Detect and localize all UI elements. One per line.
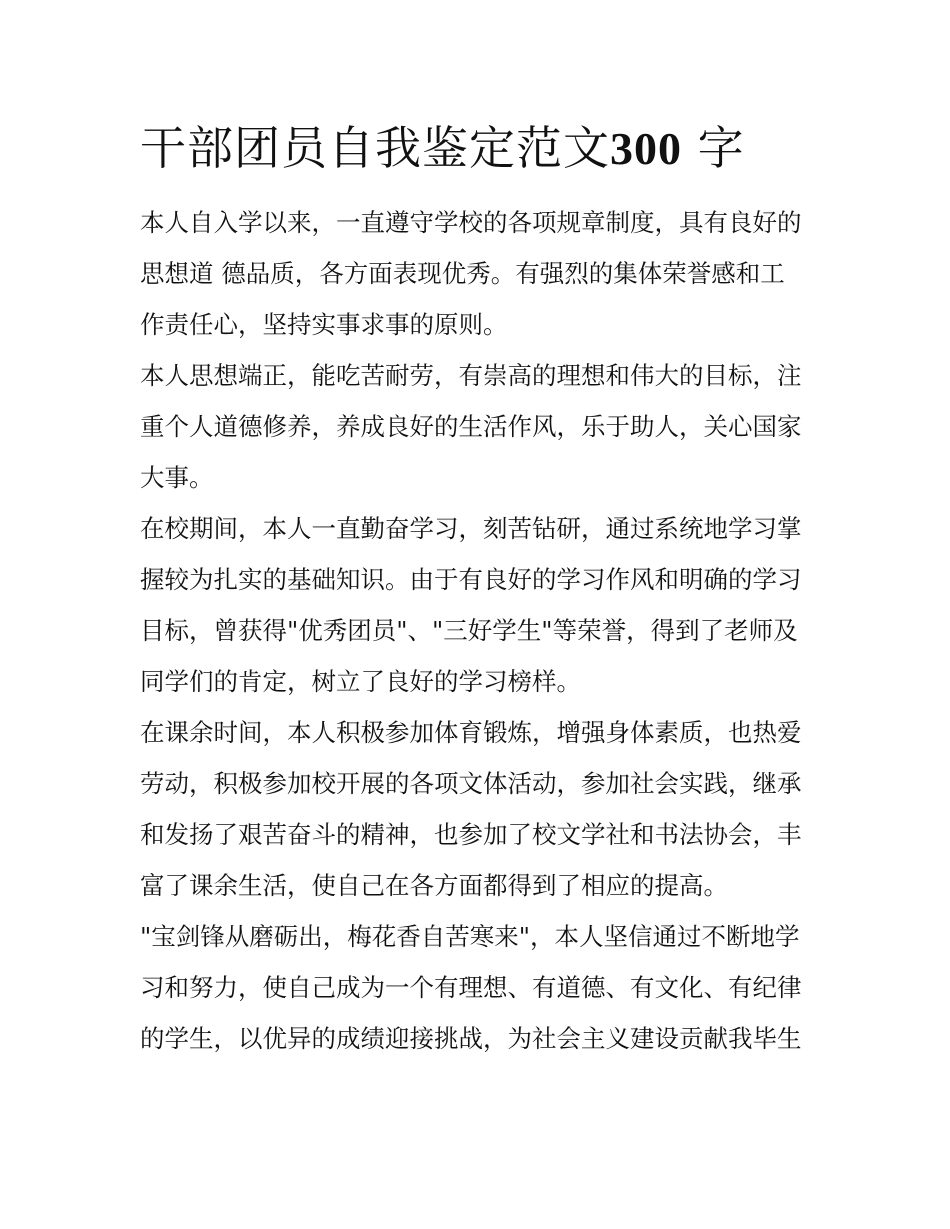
document-title xyxy=(140,118,840,179)
text-line: 习和努力，使自己成为一个有理想、有道德、有文化、有纪律 xyxy=(140,973,802,1002)
title-number: 300 xyxy=(610,123,682,174)
text-line: 目标，曾获得"优秀团员"、"三好学生"等荣誉，得到了老师及 xyxy=(140,616,798,645)
text-line: 在课余时间，本人积极参加体育锻炼，增强身体素质，也热爱 xyxy=(140,718,802,747)
text-line: 本人自入学以来，一直遵守学校的各项规章制度，具有良好的 xyxy=(140,208,802,237)
text-line: 重个人道德修养，养成良好的生活作风，乐于助人，关心国家 xyxy=(140,412,802,441)
document-body xyxy=(140,197,820,1064)
text-line: 握较为扎实的基础知识。由于有良好的学习作风和明确的学习 xyxy=(140,565,802,594)
text-line: "宝剑锋从磨砺出，梅花香自苦寒来"，本人坚信通过不断地学 xyxy=(140,922,800,951)
text-line: 本人思想端正，能吃苦耐劳，有崇高的理想和伟大的目标，注 xyxy=(140,361,802,390)
text-line: 富了课余生活，使自己在各方面都得到了相应的提高。 xyxy=(140,871,728,900)
text-line: 劳动，积极参加校开展的各项文体活动，参加社会实践，继承 xyxy=(140,769,802,798)
text-line: 的学生，以优异的成绩迎接挑战，为社会主义建设贡献我毕生 xyxy=(140,1024,802,1053)
text-line: 在校期间，本人一直勤奋学习，刻苦钻研，通过系统地学习掌 xyxy=(140,514,802,543)
text-line: 大事。 xyxy=(140,463,214,492)
text-line: 作责任心，坚持实事求事的原则。 xyxy=(140,310,508,339)
title-main: 干部团员自我鉴定范文 xyxy=(140,121,610,175)
title-suffix: 字 xyxy=(697,121,745,175)
text-line: 思想道 德品质，各方面表现优秀。有强烈的集体荣誉感和工 xyxy=(140,259,785,288)
text-line: 和发扬了艰苦奋斗的精神，也参加了校文学社和书法协会，丰 xyxy=(140,820,802,849)
text-line: 同学们的肯定，树立了良好的学习榜样。 xyxy=(140,667,581,696)
